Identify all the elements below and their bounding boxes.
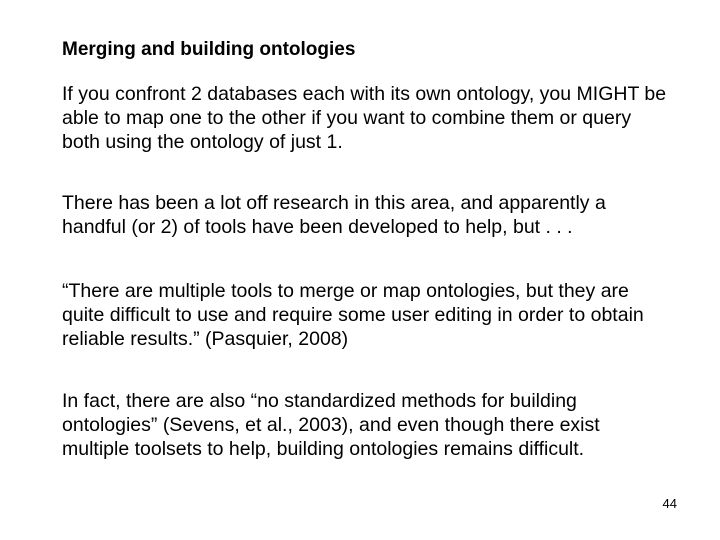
- paragraph-building-ontologies: In fact, there are also “no standardized methods for building ontologies” (Sevens, et al., 2003), and even though there exist multiple toolsets to help, building ontologies remains difficult.: [62, 390, 600, 460]
- page-number: 44: [662, 496, 677, 511]
- slide-title: Merging and building ontologies: [62, 39, 356, 60]
- paragraph-research-tools: There has been a lot off research in this area, and apparently a handful (or 2) of tools have been developed to help, but . . .: [62, 192, 606, 238]
- paragraph-pasquier-quote: “There are multiple tools to merge or map ontologies, but they are quite difficult to use and require some user editing in order to obtain reliable results.” (Pasquier, 2008): [62, 280, 644, 350]
- paragraph-databases-mapping: If you confront 2 databases each with its own ontology, you MIGHT be able to map one to the other if you want to combine them or query both using the ontology of just 1.: [62, 83, 667, 153]
